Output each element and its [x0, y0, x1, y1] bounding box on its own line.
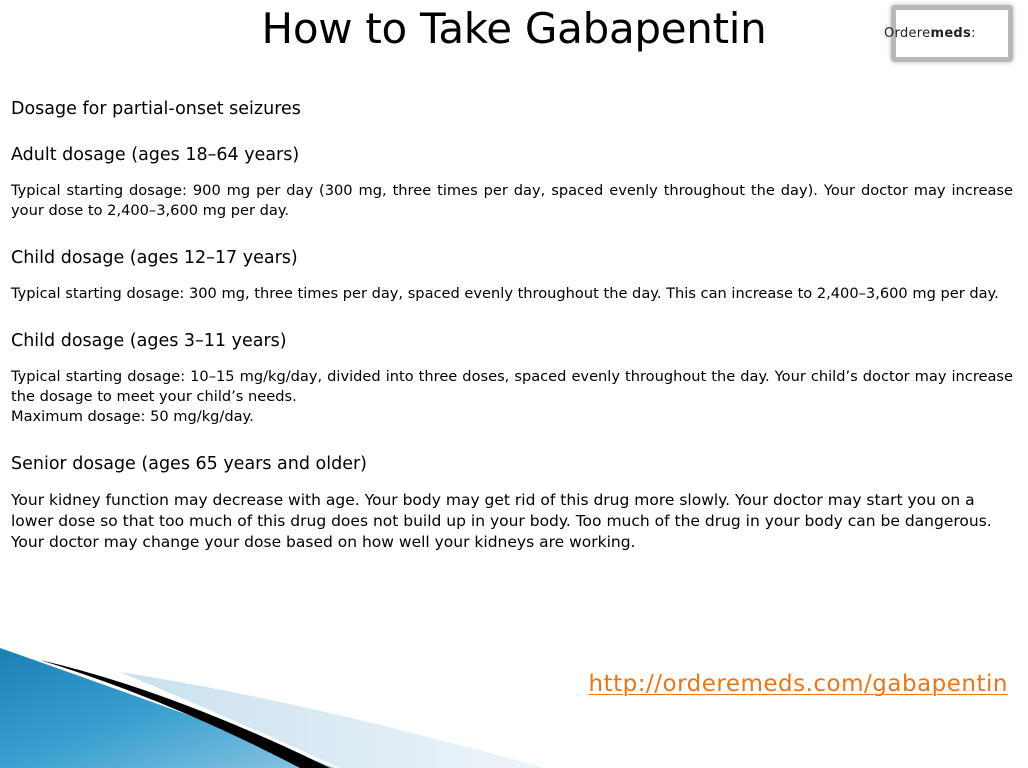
logo-text: Orderemeds: [884, 26, 976, 41]
slide-content [11, 98, 1013, 553]
child-3-11-dosage-text: Typical starting dosage: 10–15 mg/kg/day, divided into three doses, spaced evenly throughout the day. Your child’s doctor may increase the dosage to meet your child’s needs. [11, 368, 1013, 405]
section-heading-child-3-11: Child dosage (ages 3–11 years) [11, 331, 287, 351]
slide-title: How to Take Gabapentin [261, 4, 767, 53]
source-link[interactable]: http://orderemeds.com/gabapentin [588, 671, 1008, 697]
swoosh-blue-band [0, 648, 335, 768]
child-12-17-dosage-text: Typical starting dosage: 300 mg, three times per day, spaced evenly throughout the day. This can increase to 2,400–3,600 mg per day. [11, 285, 999, 302]
section-heading-child-12-17: Child dosage (ages 12–17 years) [11, 248, 298, 268]
swoosh-light-band [120, 672, 545, 768]
section-heading-senior: Senior dosage (ages 65 years and older) [11, 454, 367, 474]
adult-dosage-text: Typical starting dosage: 900 mg per day (300 mg, three times per day, spaced evenly throughout the day). Your doctor may increase your dose to 2,400–3,600 mg per day. [11, 182, 1013, 219]
senior-dosage-text: Your kidney function may decrease with age. Your body may get rid of this drug more slowly. Your doctor may start you on a lower dose so that too much of this drug does not build up in your body. Too much of the drug in your body can be dangerous. Your doctor may change your dose based on how well your kidneys are working. [11, 491, 992, 551]
section-heading-adult: Adult dosage (ages 18–64 years) [11, 145, 300, 165]
section-heading-partial-onset: Dosage for partial-onset seizures [11, 99, 301, 119]
swoosh-black-stroke [40, 660, 330, 768]
orderemeds-logo [884, 5, 1013, 62]
child-max-dosage-text: Maximum dosage: 50 mg/kg/day. [11, 408, 254, 425]
